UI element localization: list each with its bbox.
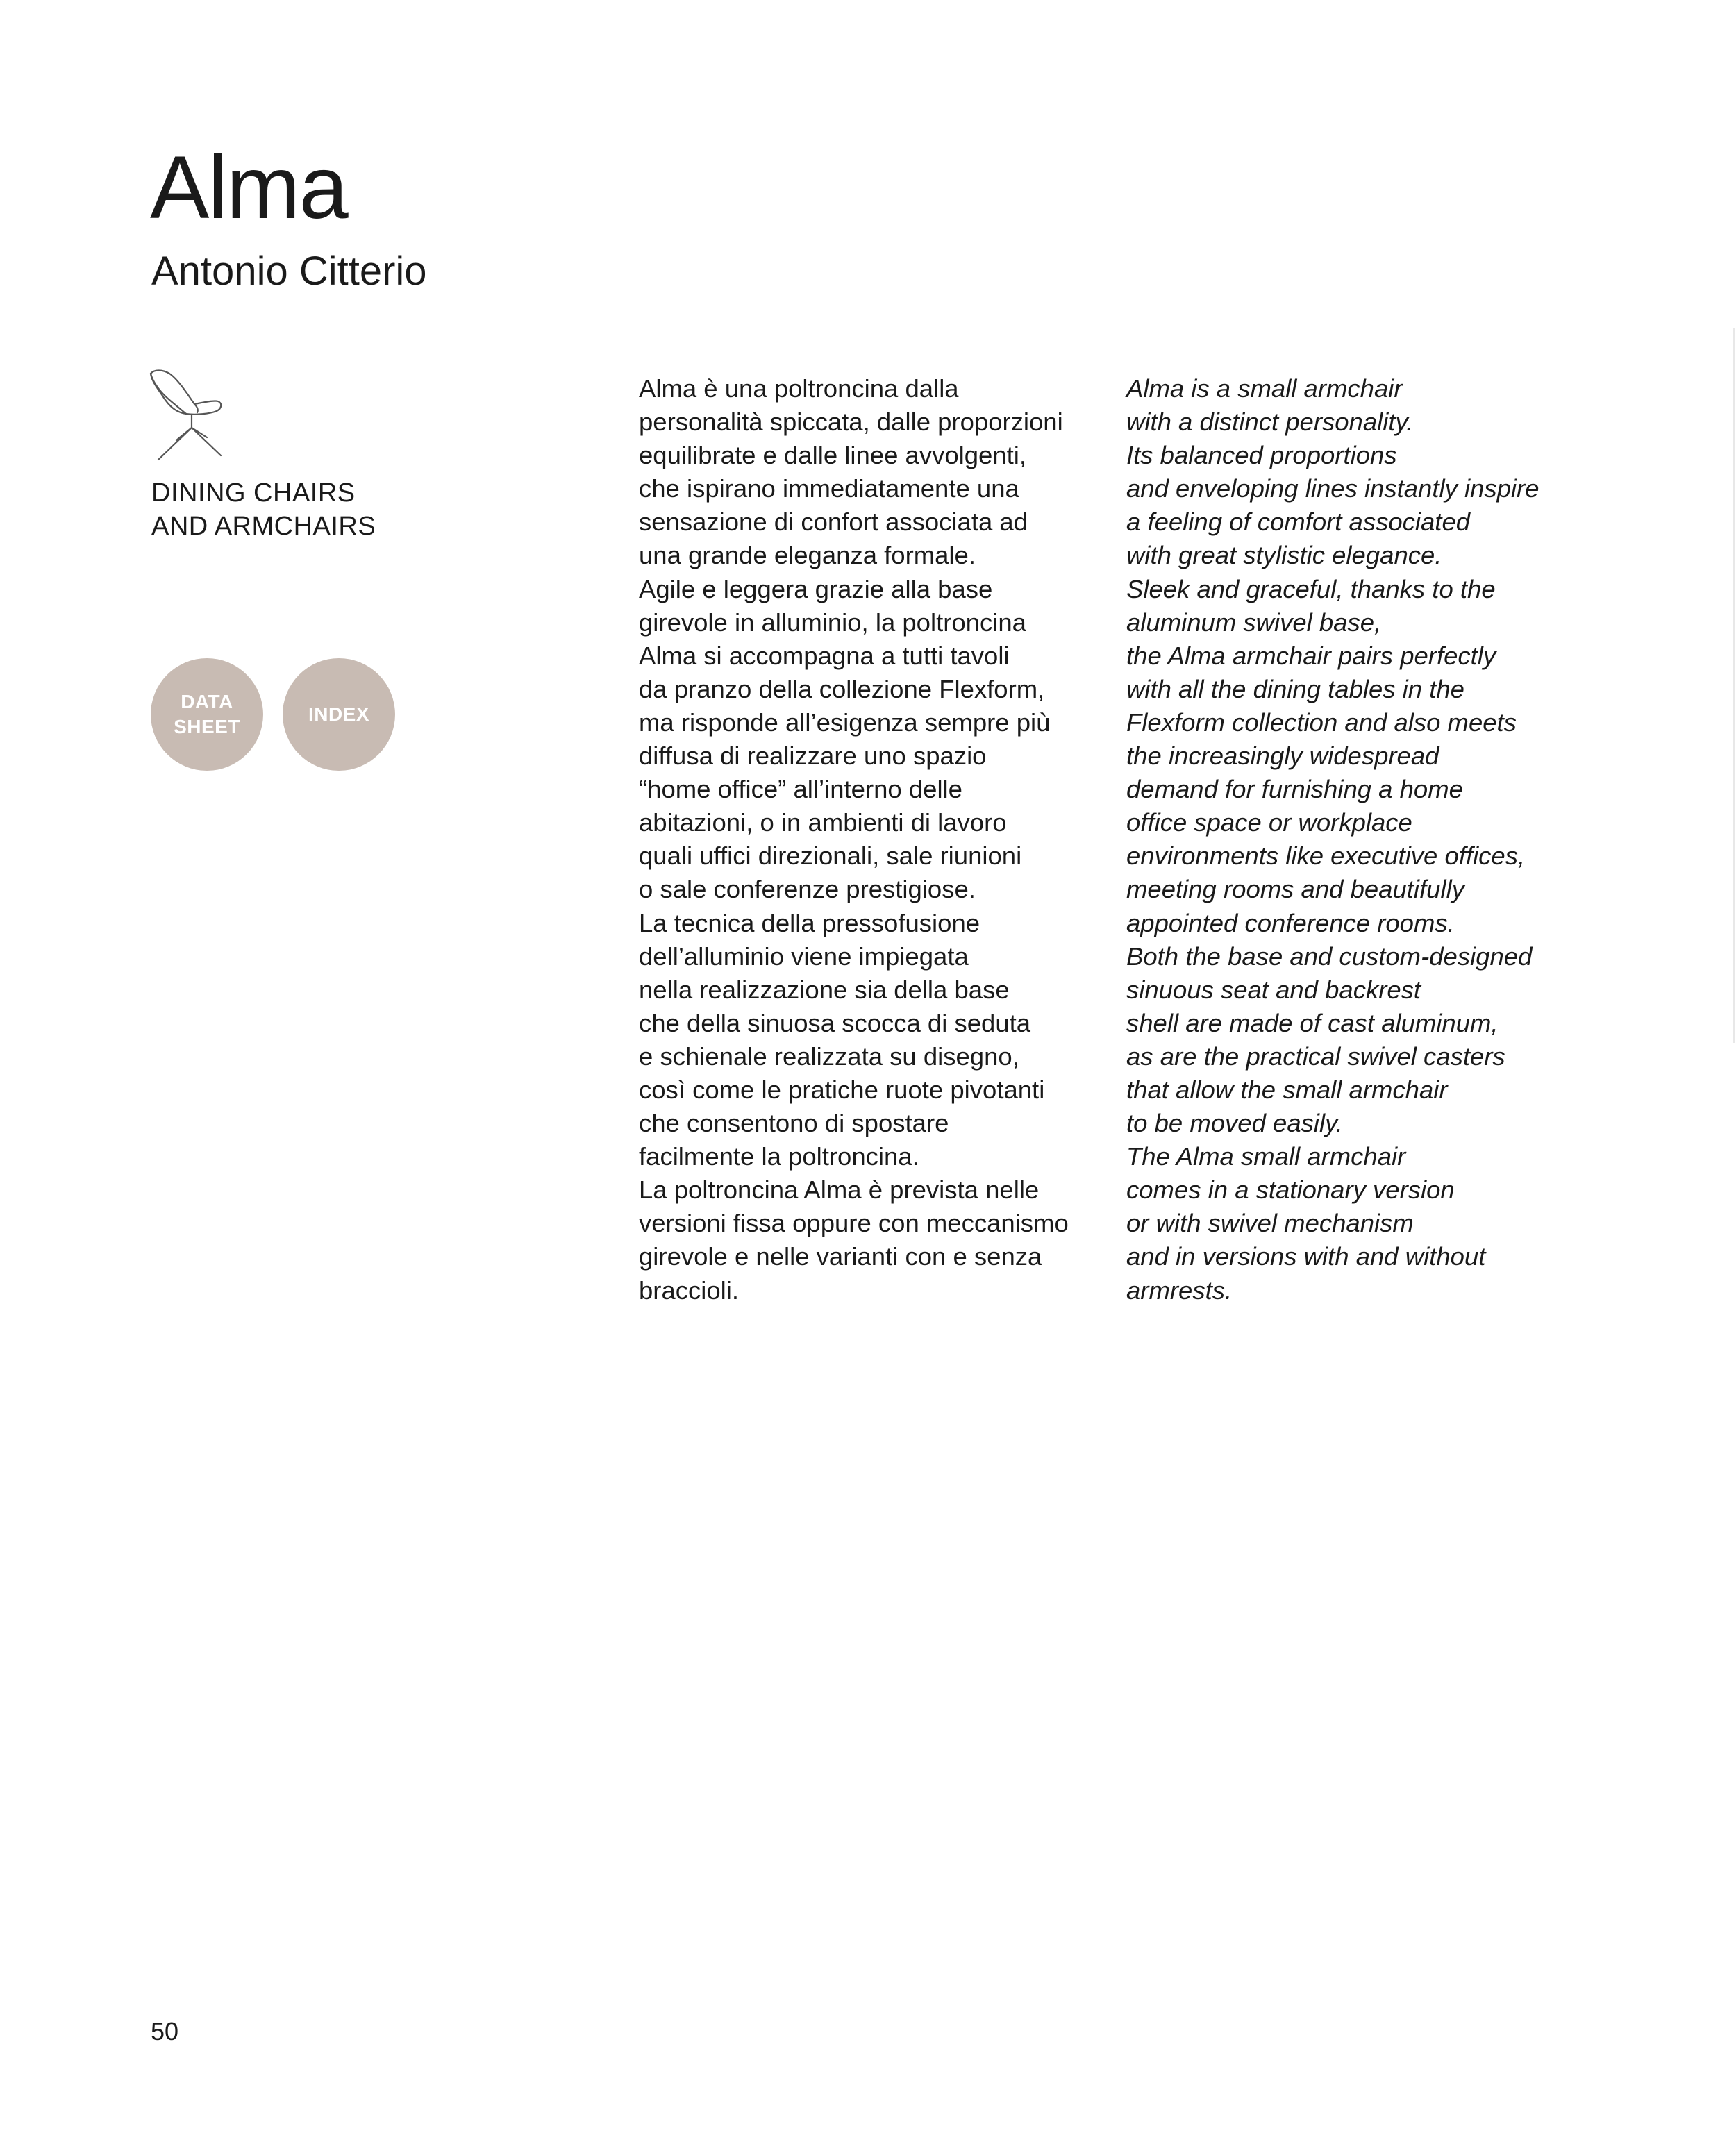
italian-text-line: facilmente la poltroncina.	[639, 1142, 919, 1171]
page-edge-divider	[1733, 328, 1735, 1043]
chair-icon	[149, 368, 225, 462]
italian-text-line: che della sinuosa scocca di seduta	[639, 1008, 1031, 1037]
english-text-line: Sleek and graceful, thanks to the	[1126, 574, 1496, 603]
italian-text-line: versioni fissa oppure con meccanismo	[639, 1209, 1069, 1238]
index-label: INDEX	[308, 703, 370, 725]
english-text-line: office space or workplace	[1126, 808, 1412, 837]
data-sheet-label: SHEET	[174, 716, 240, 737]
data-sheet-button[interactable]	[151, 658, 263, 771]
english-description	[1126, 372, 1599, 1307]
designer-name: Antonio Citterio	[151, 249, 427, 294]
english-text-line: or with swivel mechanism	[1126, 1209, 1414, 1238]
english-text-line: with a distinct personality.	[1126, 408, 1414, 437]
italian-text-line: “home office” all’interno delle	[639, 775, 962, 804]
italian-text-line: sensazione di confort associata ad	[639, 508, 1028, 537]
italian-text-line: La poltroncina Alma è prevista nelle	[639, 1175, 1040, 1205]
english-text-line: to be moved easily.	[1126, 1109, 1343, 1138]
english-text-line: aluminum swivel base,	[1126, 608, 1382, 637]
data-sheet-label: DATA	[181, 691, 233, 712]
english-text-line: The Alma small armchair	[1126, 1142, 1406, 1171]
english-text-line: Its balanced proportions	[1126, 441, 1397, 470]
italian-text-line: Alma è una poltroncina dalla	[639, 374, 959, 403]
italian-text-line: da pranzo della collezione Flexform,	[639, 674, 1045, 703]
italian-text-line: nella realizzazione sia della base	[639, 975, 1010, 1004]
italian-text-line: che consentono di spostare	[639, 1109, 949, 1138]
product-title: Alma	[150, 138, 347, 237]
italian-text-line: diffusa di realizzare uno spazio	[639, 742, 987, 771]
italian-text-line: dell’alluminio viene impiegata	[639, 941, 969, 971]
italian-text-line: girevole e nelle varianti con e senza	[639, 1242, 1042, 1271]
italian-text-line: equilibrate e dalle linee avvolgenti,	[639, 441, 1027, 470]
italian-text-line: o sale conferenze prestigiose.	[639, 875, 976, 904]
english-text-line: with great stylistic elegance.	[1126, 541, 1442, 570]
english-text-line: that allow the small armchair	[1126, 1075, 1448, 1104]
english-text-line: meeting rooms and beautifully	[1126, 875, 1464, 904]
english-text-line: the increasingly widespread	[1126, 742, 1439, 771]
english-text-line: environments like executive offices,	[1126, 842, 1526, 871]
english-text-line: as are the practical swivel casters	[1126, 1041, 1505, 1071]
english-text-line: Both the base and custom-designed	[1126, 941, 1533, 971]
italian-text-line: ma risponde all’esigenza sempre più	[639, 708, 1051, 737]
italian-text-line: e schienale realizzata su disegno,	[639, 1041, 1019, 1071]
english-text-line: shell are made of cast aluminum,	[1126, 1008, 1499, 1037]
english-text-line: demand for furnishing a home	[1126, 775, 1463, 804]
italian-text-line: Alma si accompagna a tutti tavoli	[639, 641, 1010, 670]
italian-text-line: braccioli.	[639, 1275, 740, 1305]
italian-text-line: una grande eleganza formale.	[639, 541, 976, 570]
english-text-line: the Alma armchair pairs perfectly	[1126, 641, 1496, 670]
english-text-line: with all the dining tables in the	[1126, 674, 1464, 703]
italian-text-line: La tecnica della pressofusione	[639, 908, 980, 937]
english-text-line: Alma is a small armchair	[1126, 374, 1403, 403]
category-line: DINING CHAIRS	[151, 478, 356, 508]
english-text-line: and enveloping lines instantly inspire	[1126, 474, 1539, 503]
english-text-line: comes in a stationary version	[1126, 1175, 1455, 1205]
page-number: 50	[151, 2017, 179, 2045]
category-label	[151, 476, 376, 543]
italian-description	[639, 372, 1111, 1307]
italian-text-line: Agile e leggera grazie alla base	[639, 574, 993, 603]
english-text-line: and in versions with and without	[1126, 1242, 1486, 1271]
italian-text-line: girevole in alluminio, la poltroncina	[639, 608, 1026, 637]
category-line: AND ARMCHAIRS	[151, 512, 376, 541]
italian-text-line: abitazioni, o in ambienti di lavoro	[639, 808, 1007, 837]
italian-text-line: quali uffici direzionali, sale riunioni	[639, 842, 1022, 871]
english-text-line: sinuous seat and backrest	[1126, 975, 1421, 1004]
english-text-line: armrests.	[1126, 1275, 1233, 1305]
index-button[interactable]	[283, 658, 395, 771]
english-text-line: appointed conference rooms.	[1126, 908, 1455, 937]
italian-text-line: che ispirano immediatamente una	[639, 474, 1019, 503]
italian-text-line: così come le pratiche ruote pivotanti	[639, 1075, 1045, 1104]
italian-text-line: personalità spiccata, dalle proporzioni	[639, 408, 1063, 437]
english-text-line: Flexform collection and also meets	[1126, 708, 1517, 737]
english-text-line: a feeling of comfort associated	[1126, 508, 1471, 537]
